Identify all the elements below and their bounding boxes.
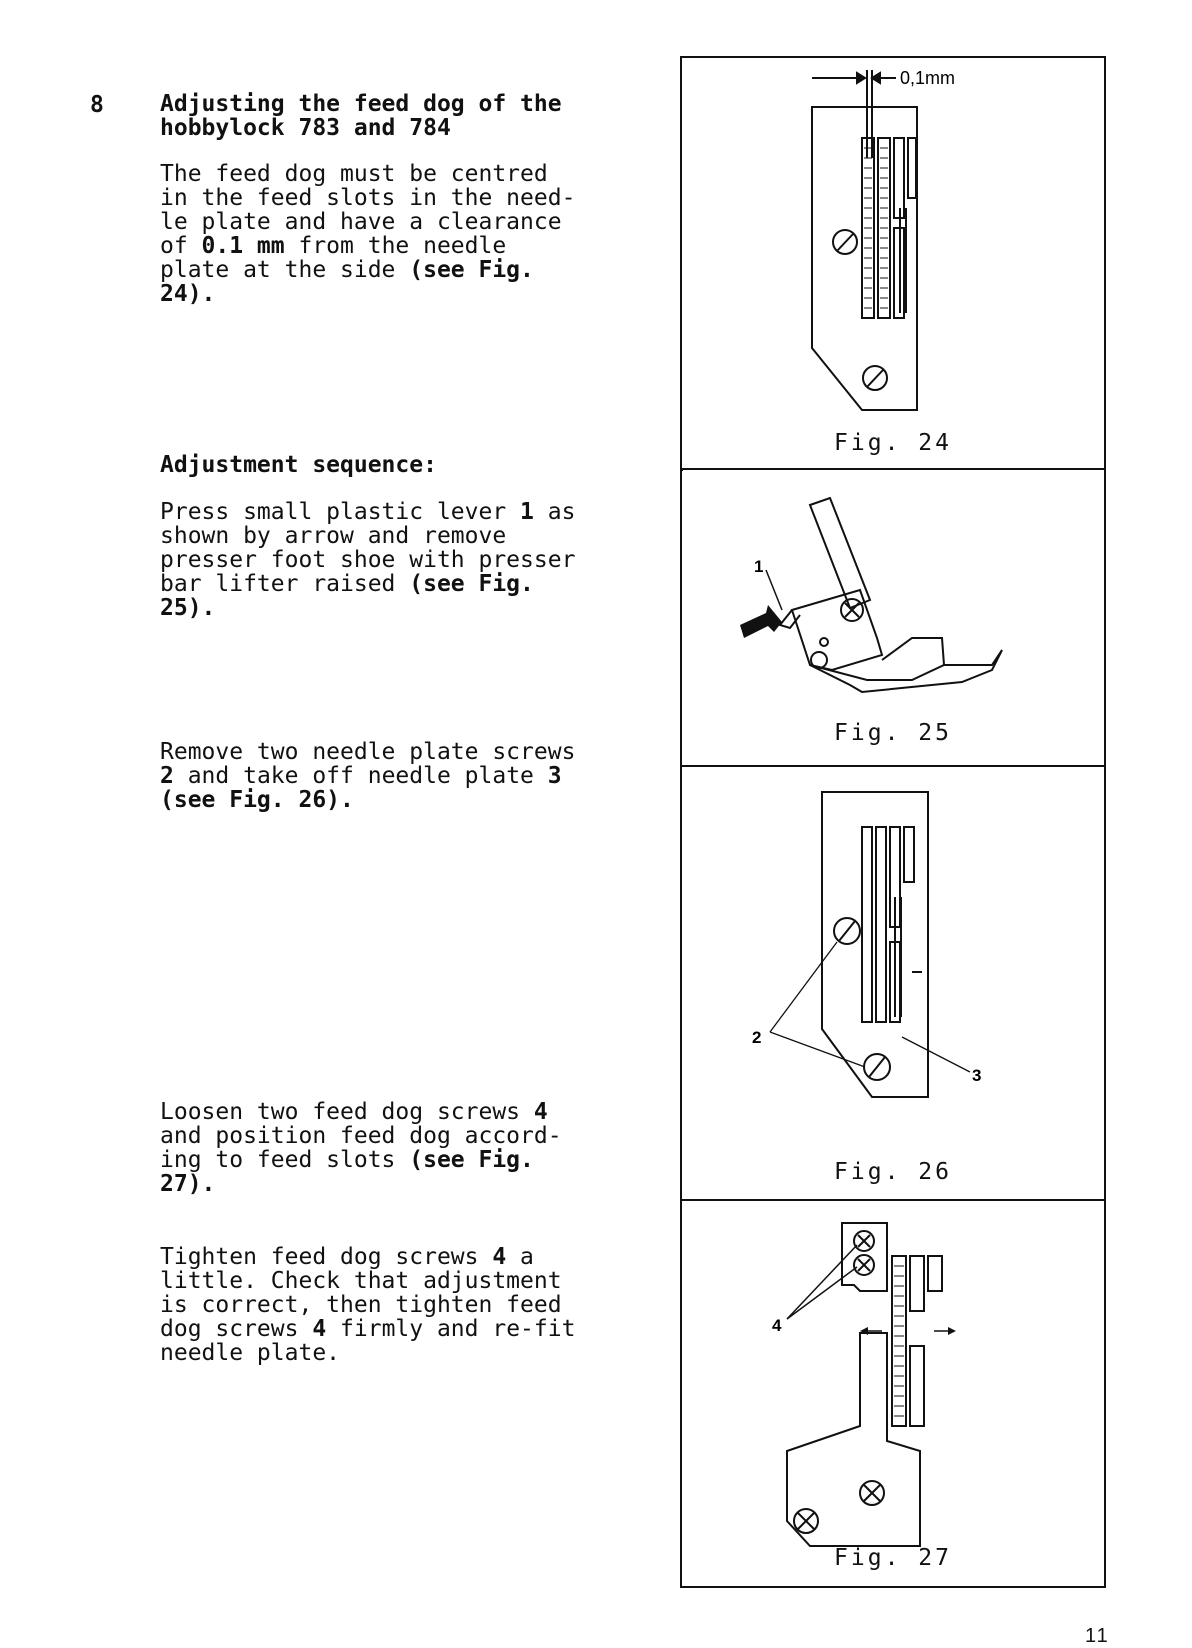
step-text: dog screws bbox=[160, 1316, 313, 1342]
part-number: 4 bbox=[492, 1244, 507, 1270]
step-text: Loosen two feed dog screws bbox=[160, 1099, 534, 1125]
fig27-feed-dog-drawing bbox=[682, 1201, 1104, 1586]
step-2-paragraph bbox=[160, 740, 575, 812]
figure-column bbox=[680, 56, 1106, 1588]
step-text: presser foot shoe with presser bbox=[160, 547, 576, 573]
step-text: Press small plastic lever bbox=[160, 499, 521, 525]
part-number: 3 bbox=[547, 763, 562, 789]
part-number: 1 bbox=[520, 499, 534, 525]
callout-2: 2 bbox=[752, 1028, 762, 1047]
figure-reference: (see Fig. bbox=[409, 257, 534, 283]
section-heading bbox=[160, 92, 562, 140]
part-number: 2 bbox=[160, 763, 174, 789]
figure-26 bbox=[682, 767, 1104, 1201]
step-text: ing to feed slots bbox=[160, 1147, 410, 1173]
step-text: little. Check that adjustment bbox=[160, 1268, 562, 1294]
intro-text: plate at the side bbox=[160, 257, 410, 283]
step-3-paragraph bbox=[160, 1100, 562, 1196]
part-number: 4 bbox=[533, 1099, 548, 1125]
sequence-heading: Adjustment sequence: bbox=[160, 452, 437, 478]
fig25-caption: Fig. 25 bbox=[834, 720, 952, 746]
step-4-paragraph bbox=[160, 1245, 575, 1365]
step-text: as bbox=[533, 499, 576, 525]
figure-24 bbox=[682, 58, 1104, 470]
part-number: 4 bbox=[312, 1316, 327, 1342]
step-text: and position feed dog accord- bbox=[160, 1123, 562, 1149]
callout-1: 1 bbox=[754, 557, 764, 576]
section-number: 8 bbox=[90, 92, 104, 118]
heading-line-2: hobbylock 783 and 784 bbox=[160, 115, 451, 141]
dimension-label: 0,1mm bbox=[900, 68, 956, 88]
figure-27 bbox=[682, 1201, 1104, 1586]
step-text: needle plate. bbox=[160, 1340, 341, 1366]
step-text: Remove two needle plate screws bbox=[160, 739, 576, 765]
page-number: 11 bbox=[1085, 1625, 1110, 1647]
intro-line: le plate and have a clearance bbox=[160, 209, 562, 235]
callout-3: 3 bbox=[972, 1066, 982, 1085]
figure-25 bbox=[682, 470, 1104, 767]
step-text: bar lifter raised bbox=[160, 571, 410, 597]
figure-reference: 24). bbox=[160, 281, 216, 307]
fig24-caption: Fig. 24 bbox=[834, 430, 952, 456]
fig27-caption: Fig. 27 bbox=[834, 1545, 952, 1571]
clearance-value: 0.1 mm bbox=[201, 233, 285, 259]
step-text: a bbox=[506, 1244, 534, 1270]
fig26-caption: Fig. 26 bbox=[834, 1159, 952, 1185]
intro-paragraph bbox=[160, 162, 575, 306]
figure-reference: 27). bbox=[160, 1171, 216, 1197]
intro-line: The feed dog must be centred bbox=[160, 161, 548, 187]
step-text: firmly and re-fit bbox=[326, 1316, 576, 1342]
figure-reference: (see Fig. bbox=[409, 1147, 534, 1173]
figure-reference: (see Fig. 26). bbox=[160, 787, 354, 813]
step-1-paragraph bbox=[160, 500, 575, 620]
step-text: is correct, then tighten feed bbox=[160, 1292, 562, 1318]
callout-4: 4 bbox=[772, 1316, 782, 1335]
step-text: shown by arrow and remove bbox=[160, 523, 507, 549]
figure-reference: 25). bbox=[160, 595, 216, 621]
step-text: and take off needle plate bbox=[173, 763, 548, 789]
heading-line-1: Adjusting the feed dog of the bbox=[160, 91, 562, 117]
fig24-needle-plate-drawing bbox=[682, 58, 1104, 470]
fig26-needle-plate-drawing bbox=[682, 767, 1104, 1201]
intro-text: from the needle bbox=[284, 233, 507, 259]
intro-line: in the feed slots in the need- bbox=[160, 185, 576, 211]
figure-reference: (see Fig. bbox=[409, 571, 534, 597]
intro-text: of bbox=[160, 233, 202, 259]
step-text: Tighten feed dog screws bbox=[160, 1244, 493, 1270]
